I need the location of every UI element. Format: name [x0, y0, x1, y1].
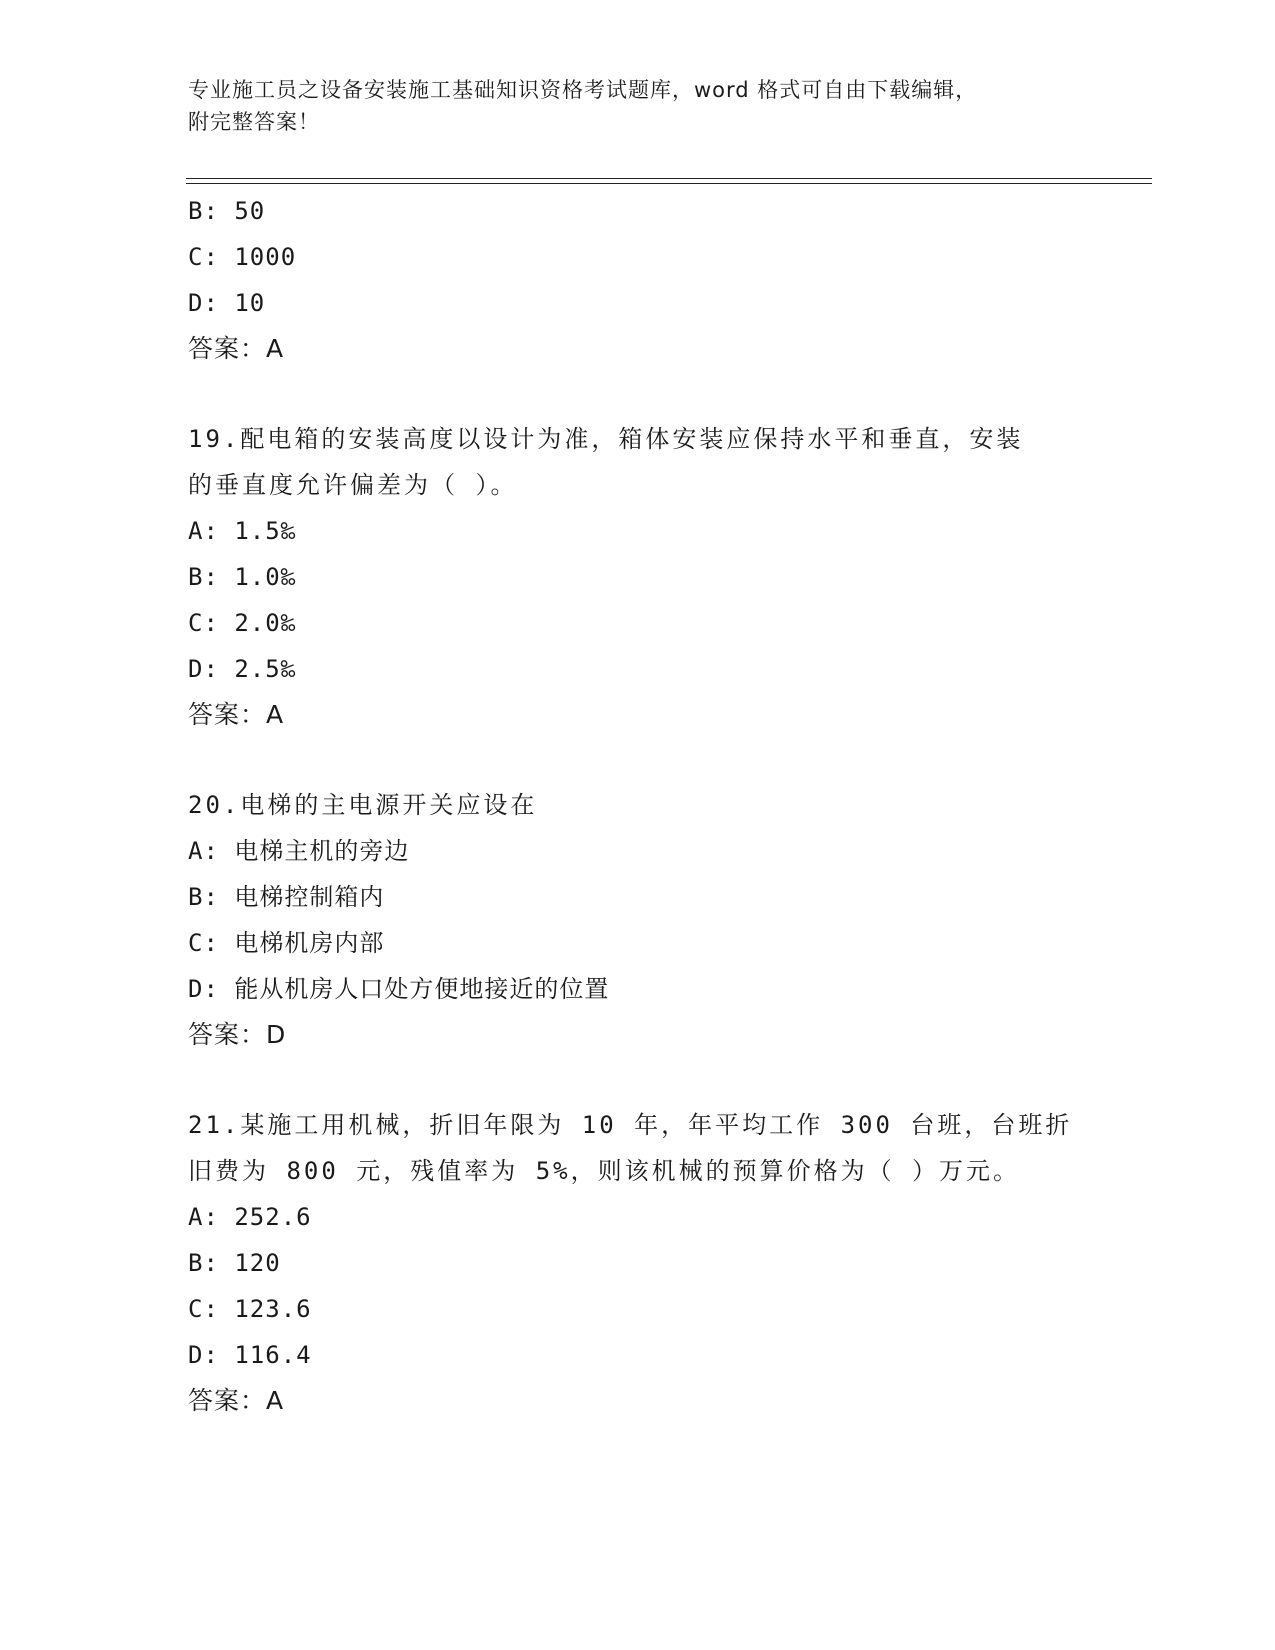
answer: 答案：A [188, 334, 285, 363]
question-text-line: 的垂直度允许偏差为（ ）。 [188, 471, 518, 499]
option-a: A: 252.6 [188, 1203, 312, 1231]
document-header [188, 74, 1088, 138]
header-line-2: 附完整答案！ [188, 110, 320, 134]
answer: 答案：D [188, 1020, 287, 1049]
answer: 答案：A [188, 1386, 285, 1415]
option-c: C: 电梯机房内部 [188, 929, 385, 957]
option-d: D: 116.4 [188, 1341, 312, 1369]
answer: 答案：A [188, 700, 285, 729]
option-c: C: 1000 [188, 243, 297, 271]
option-b: B: 50 [188, 197, 266, 225]
question-text-line: 21.某施工用机械，折旧年限为 10 年，年平均工作 300 台班，台班折 [188, 1111, 1073, 1139]
option-d: D: 能从机房人口处方便地接近的位置 [188, 975, 610, 1003]
question-text-line: 20.电梯的主电源开关应设在 [188, 791, 538, 819]
question-21 [188, 1102, 1088, 1424]
prev-question [188, 188, 1088, 372]
question-content [188, 188, 1088, 1424]
option-d: D: 10 [188, 289, 266, 317]
header-divider-top [186, 178, 1152, 179]
question-20 [188, 782, 1088, 1058]
option-c: C: 2.0‰ [188, 609, 297, 637]
option-b: B: 120 [188, 1249, 281, 1277]
question-text [188, 416, 1078, 508]
option-b: B: 1.0‰ [188, 563, 297, 591]
question-19 [188, 416, 1088, 738]
option-a: A: 电梯主机的旁边 [188, 837, 410, 865]
option-d: D: 2.5‰ [188, 655, 297, 683]
header-line-1: 专业施工员之设备安装施工基础知识资格考试题库，word 格式可自由下载编辑， [188, 78, 978, 102]
option-b: B: 电梯控制箱内 [188, 883, 385, 911]
question-text [188, 1102, 1078, 1194]
header-divider-bottom [186, 183, 1152, 184]
option-c: C: 123.6 [188, 1295, 312, 1323]
question-text-line: 旧费为 800 元，残值率为 5%，则该机械的预算价格为（ ）万元。 [188, 1157, 1021, 1185]
question-text [188, 782, 1078, 828]
question-text-line: 19.配电箱的安装高度以设计为准，箱体安装应保持水平和垂直，安装 [188, 425, 1024, 453]
option-a: A: 1.5‰ [188, 517, 297, 545]
